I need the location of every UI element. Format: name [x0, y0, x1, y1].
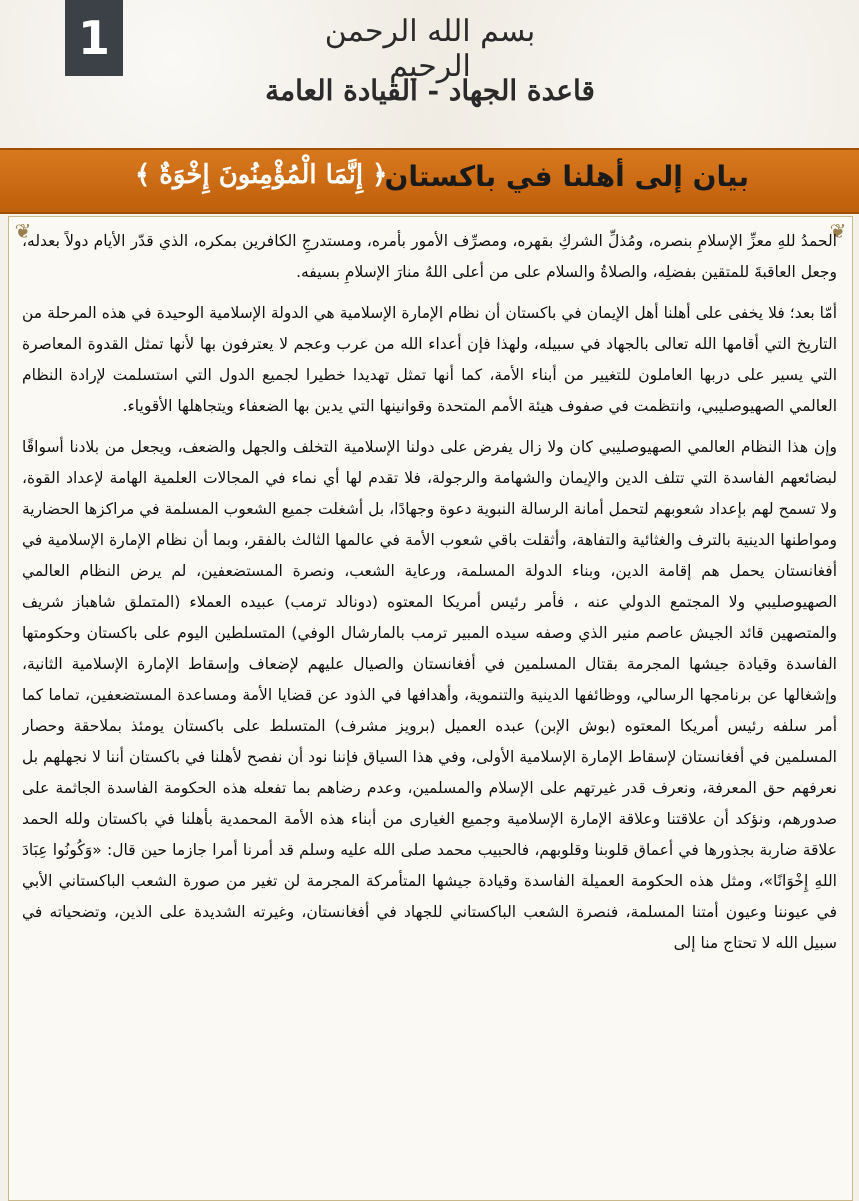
page-header	[0, 0, 859, 148]
page-number: 1	[65, 0, 123, 76]
basmala-calligraphy: بسم الله الرحمن الرحيم	[324, 14, 536, 84]
statement-title: بيان إلى أهلنا في باكستان	[384, 160, 749, 193]
ornament-corner-icon: ❦	[14, 219, 32, 243]
ornament-corner-icon: ❦	[829, 219, 847, 243]
title-band	[0, 148, 859, 214]
statement-body	[22, 226, 837, 1196]
paragraph-introduction: أمّا بعد؛ فلا يخفى على أهلنا أهل الإيمان في باكستان أن نظام الإمارة الإسلامية هي الدولة الإسلامية الوحيدة في هذه المرحلة من التاريخ التي أقامها الله تعالى بالجهاد في سبيله، ولهذا فإن أعداء الله من عرب وعجم لا يعترفون بها لأنها تمثل القدوة المعاصرة التي يسير على دربها العاملون للتغيير من أبناء الأمة، كما أنها تمثل تهديدا خطيرا لجميع الدول التي استسلمت لإرادة النظام العالمي الصهيوصليبي، وانتظمت في صفوف هيئة الأمم المتحدة وقوانينها التي يدين بها الضعفاء ويتجاهلها الأقوياء.	[22, 304, 837, 415]
title-verse: ﴿ إِنَّمَا الْمُؤْمِنُونَ إِخْوَةٌ ﴾	[135, 160, 388, 190]
paragraph-praise: الحمدُ للهِ معزِّ الإسلامِ بنصره، ومُذلِّ الشركِ بقهره، ومصرِّف الأمور بأمره، ومستدرجِ الكافرين بمكره، الذي قدّر الأيام دولاً بعدله، وجعل العاقبةَ للمتقين بفضلِه، والصلاةُ والسلام على من أعلى اللهُ منارَ الإسلامِ بسيفه.	[22, 232, 837, 281]
paragraph-main: وإن هذا النظام العالمي الصهيوصليبي كان ولا زال يفرض على دولنا الإسلامية التخلف والجهل والضعف، ويجعل من بلادنا أسواقًا لبضائعهم الفاسدة التي تتلف الدين والإيمان والشهامة والرجولة، فلا تقدم لها أي نماء في المجالات العلمية الهامة لإعداد القوة، ولا تسمح لهم بإعداد شعوبهم لتحمل أمانة الرسالة النبوية دعوة وجهادًا، بل أشغلت جميع الشعوب المسلمة في مراكزها الحضارية ومواطنها الدينية بالترف والغثائية والتفاهة، وأثقلت باقي شعوب الأمة في عالمها الثالث بالفقر، وبما أن نظام الإمارة الإسلامية في أفغانستان يحمل هم إقامة الدين، وبناء الدولة المسلمة، ورعاية الشعب، ونصرة المستضعفين، لم يرض النظام العالمي الصهيوصليبي ولا المجتمع الدولي عنه ، فأمر رئيس أمريكا المعتوه (دونالد ترمب) عبيده العملاء (المتملق شاهباز شريف والمتصهين قائد الجيش عاصم منير الذي وصفه سيده المبير ترمب بالمارشال الوفي) المتسلطين اليوم على باكستان وحكومتها الفاسدة وقيادة جيشها المجرمة بقتال المسلمين في أفغانستان والصيال عليهم لإضعاف وإسقاط الإمارة الإسلامية الثانية، وإشغالها عن برنامجها الرسالي، ووظائفها الدينية والتنموية، وأهدافها في الذود عن قضايا الأمة ومساعدة المستضعفين، تماما كما أمر سلفه رئيس أمريكا المعتوه (بوش الإبن) عبده العميل (برويز مشرف) المتسلط على باكستان يومئذ بملاحقة وحصار المسلمين في أفغانستان لإسقاط الإمارة الإسلامية الأولى، وفي هذا السياق فإننا نود أن نفصح لأهلنا في باكستان أننا لا نجهلهم بل نعرفهم حق المعرفة، ونعرف قدر غيرتهم على الإسلام والمسلمين، وعدم رضاهم بما تفعله هذه الحكومة الفاسدة الجاثمة على صدورهم، ونؤكد أن علاقتنا وعلاقة الإمارة الإسلامية وجميع الغيارى من أبناء هذه الأمة المحمدية بأهلنا في باكستان ولله الحمد علاقة ضاربة بجذورها في أعماق قلوبنا وقلوبهم، فالحبيب محمد صلى الله عليه وسلم قد أمرنا أمرا جازما حين قال: «وَكُونُوا عِبَادَ اللهِ إِخْوَانًا»، ومثل هذه الحكومة العميلة الفاسدة وقيادة جيشها المتأمركة المجرمة لن تغير من صورة الشعب الباكستاني الأبي في عيوننا وعيون أمتنا المسلمة، فنصرة الشعب الباكستاني للجهاد في أفغانستان، وغيرته الشديدة على الدين، وتضحياته في سبيل الله لا تحتاج منا إلى	[22, 438, 837, 952]
organization-name: قاعدة الجهاد - القيادة العامة	[265, 74, 595, 107]
